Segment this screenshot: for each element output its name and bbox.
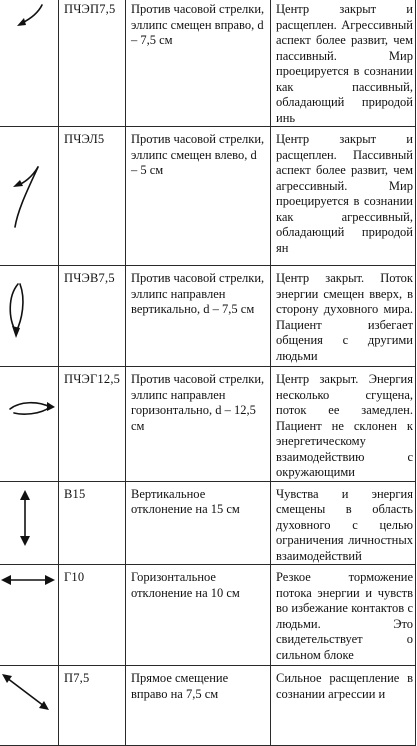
diagram-cell xyxy=(0,127,59,266)
vertical-double-arrow-icon xyxy=(0,482,58,561)
table-row xyxy=(0,481,416,565)
table-row xyxy=(0,367,416,482)
table-row xyxy=(0,266,416,367)
interpretation-cell: Сильное расщепление в сознании агрессии и xyxy=(271,666,416,746)
interpretation-cell: Чувства и энергия смещены в область духовного с целью ограничения личностных взаимодействий xyxy=(271,481,416,565)
description-cell: Прямое смещение вправо на 7,5 см xyxy=(126,666,271,746)
ellipse-counterclockwise-vertical-icon xyxy=(0,266,58,367)
ellipse-counterclockwise-right-shift-icon xyxy=(0,0,58,105)
code-cell: ПЧЭГ12,5 xyxy=(59,367,126,482)
ellipse-counterclockwise-left-shift-icon xyxy=(0,127,58,266)
diagram-cell xyxy=(0,481,59,565)
diagram-cell xyxy=(0,367,59,482)
description-cell: Против часовой стрелки, эллипс направлен горизонтально, d – 12,5 см xyxy=(126,367,271,482)
diagram-cell xyxy=(0,266,59,367)
diagram-cell xyxy=(0,666,59,746)
interpretation-cell: Центр закрыт и расщеплен. Пассивный аспект более развит, чем агрессивный. Мир проецируется в сознании как агрессивный, обладающий природой ян xyxy=(271,127,416,266)
code-cell: П7,5 xyxy=(59,666,126,746)
code-cell: ПЧЭЛ5 xyxy=(59,127,126,266)
horizontal-double-arrow-icon xyxy=(0,565,58,666)
code-cell: В15 xyxy=(59,481,126,565)
code-cell: Г10 xyxy=(59,565,126,666)
diagonal-double-arrow-icon xyxy=(0,666,58,746)
table-row xyxy=(0,0,416,127)
table-row xyxy=(0,666,416,746)
interpretation-cell: Центр закрыт. Поток энергии смещен вверх, в сторону духовного мира. Пациент избегает общения с другими людьми xyxy=(271,266,416,367)
table-row xyxy=(0,127,416,266)
code-cell: ПЧЭП7,5 xyxy=(59,0,126,127)
interpretation-cell: Центр закрыт. Энергия несколько сгущена, поток ее замедлен. Пациент не склонен к энергетическому взаимодействию с окружающими xyxy=(271,367,416,482)
description-cell: Против часовой стрелки, эллипс направлен вертикально, d – 7,5 см xyxy=(126,266,271,367)
code-cell: ПЧЭВ7,5 xyxy=(59,266,126,367)
interpretation-cell: Резкое торможение потока энергии и чувств во избежание контактов с людьми. Это свидетельствует о сильном блоке xyxy=(271,565,416,666)
ellipse-counterclockwise-horizontal-icon xyxy=(0,367,58,478)
description-cell: Против часовой стрелки, эллипс смещен вправо, d – 7,5 см xyxy=(126,0,271,127)
diagram-cell xyxy=(0,0,59,127)
interpretation-cell: Центр закрыт и расщеплен. Агрессивный аспект более развит, чем пассивный. Мир проецируется в сознании как пассивный, обладающий природой инь xyxy=(271,0,416,127)
table-row xyxy=(0,565,416,666)
description-cell: Против часовой стрелки, эллипс смещен влево, d – 5 см xyxy=(126,127,271,266)
description-cell: Горизонтальное отклонение на 10 см xyxy=(126,565,271,666)
diagram-cell xyxy=(0,565,59,666)
description-cell: Вертикальное отклонение на 15 см xyxy=(126,481,271,565)
